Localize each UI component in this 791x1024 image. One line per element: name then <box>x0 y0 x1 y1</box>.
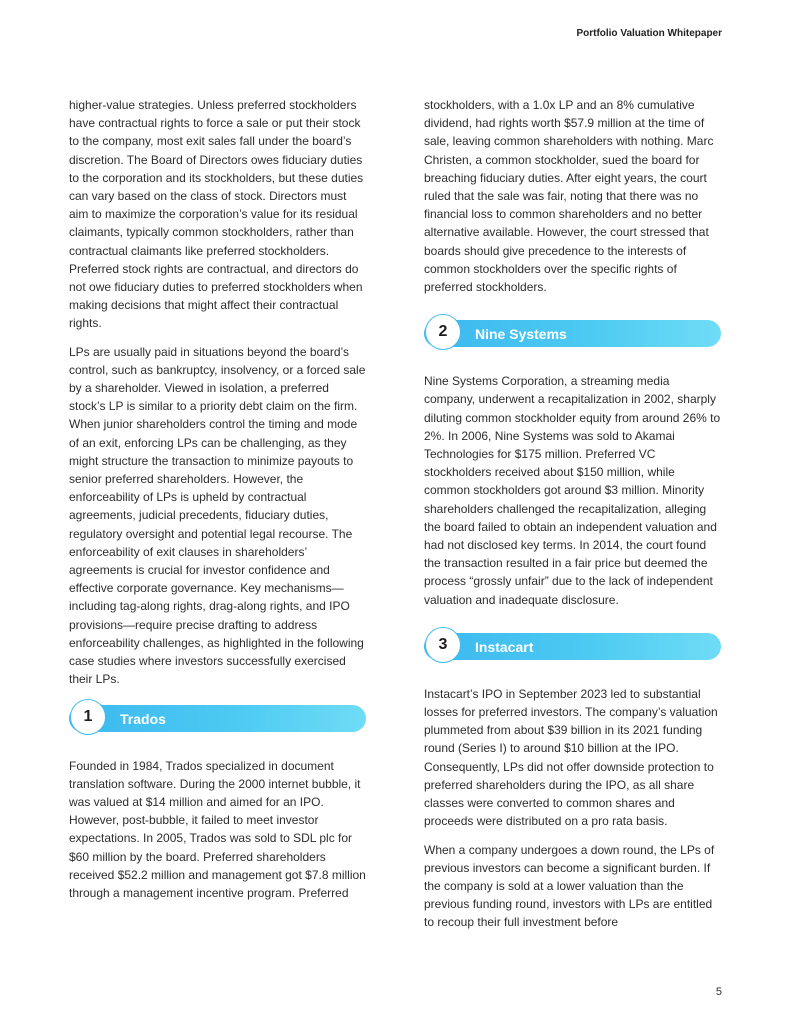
case-heading-bar <box>424 633 721 660</box>
left-column <box>69 96 366 912</box>
case-study-heading-trados <box>69 699 366 737</box>
right-column <box>424 96 721 942</box>
case-title: Instacart <box>475 638 534 655</box>
case-paragraph: Founded in 1984, Trados specialized in document translation software. During the 2000 internet bubble, it was valued at $14 million and aimed for an IPO. However, post-bubble, it failed to meet investor expectations. In 2005, Trados was sold to SDL plc for $60 million by the board. Preferred shareholders received $52.2 million and management got $7.8 million through a management incentive program. Preferred <box>69 758 366 900</box>
case-number-badge: 1 <box>70 699 106 735</box>
case-title: Trados <box>120 710 166 727</box>
case-study-heading-nine-systems <box>424 314 721 352</box>
body-paragraph: higher-value strategies. Unless preferred stockholders have contractual rights to force a sale or put their stock to the company, most exit sales fall under the board’s discretion. The Board of Directors owes fiduciary duties to the corporation and its stockholders, but these duties can vary based on the class of stock. Directors must aim to maximize the corporation’s value for its residual claimants, typically common stockholders, rather than contractual claimants like preferred stockholders. Preferred stock rights are contractual, and directors do not owe fiduciary duties to preferred stockholders when making decisions that might affect their contractual rights. <box>69 98 364 331</box>
case-number-badge: 3 <box>425 627 461 663</box>
page-number: 5 <box>715 986 722 998</box>
case-heading-bar <box>69 705 366 732</box>
body-paragraph: stockholders, with a 1.0x LP and an 8% cumulative dividend, had rights worth $57.9 million at the time of sale, leaving common shareholders with nothing. Marc Christen, a common stockholder, sued the board for breaching fiduciary duties. After eight years, the court ruled that the sale was fair, noting that there was no financial loss to common shareholders and no better alternative available. However, the court stressed that boards should give precedence to the interests of common stockholders over the specific rights of preferred stockholders. <box>424 98 714 295</box>
case-title: Nine Systems <box>475 326 567 343</box>
body-paragraph: LPs are usually paid in situations beyond the board’s control, such as bankruptcy, insolvency, or a forced sale by a shareholder. Viewed in isolation, a preferred stock’s LP is similar to a priority debt claim on the firm. When junior shareholders control the timing and mode of an exit, enforcing LPs can be challenging, as they might structure the transaction to minimize payouts to senior preferred shareholders. However, the enforceability of LPs is upheld by contractual agreements, judicial precedents, fiduciary duties, regulatory oversight and potential legal recourse. The enforceability of exit clauses in shareholders’ agreements is crucial for investor confidence and effective corporate governance. Key mechanisms— including tag-along rights, drag-along rights, and IPO provisions—require precise drafting to address enforceability challenges, as highlighted in the following case studies where investors successfully exercised their LPs. <box>69 344 366 687</box>
document-header-title: Portfolio Valuation Whitepaper <box>576 28 722 39</box>
case-paragraph: Instacart’s IPO in September 2023 led to substantial losses for preferred investors. The company’s valuation plummeted from about $39 billion in its 2021 funding round (Series I) to around $10 billion at the IPO. Consequently, LPs did not offer downside protection to preferred shareholders during the IPO, as all share classes were converted to common shares and proceeds were distributed on a pro rata basis. <box>424 686 718 829</box>
case-study-heading-instacart <box>424 627 721 665</box>
case-paragraph: When a company undergoes a down round, the LPs of previous investors can become a significant burden. If the company is sold at a lower valuation than the previous funding round, investors with LPs are entitled to recoup their full investment before <box>424 842 715 930</box>
case-paragraph: Nine Systems Corporation, a streaming media company, underwent a recapitalization in 2002, sharply diluting common stockholder equity from around 26% to 2%. In 2006, Nine Systems was sold to Akamai Technologies for $175 million. Preferred VC stockholders received about $150 million, while common stockholders got around $3 million. Minority shareholders challenged the recapitalization, alleging the board failed to obtain an independent valuation and had not disclosed key terms. In 2014, the court found the transaction resulted in a fair price but deemed the process “grossly unfair” due to the lack of independent valuation and inadequate disclosure. <box>424 374 721 607</box>
case-heading-bar <box>424 320 721 347</box>
case-number-badge: 2 <box>425 314 461 350</box>
